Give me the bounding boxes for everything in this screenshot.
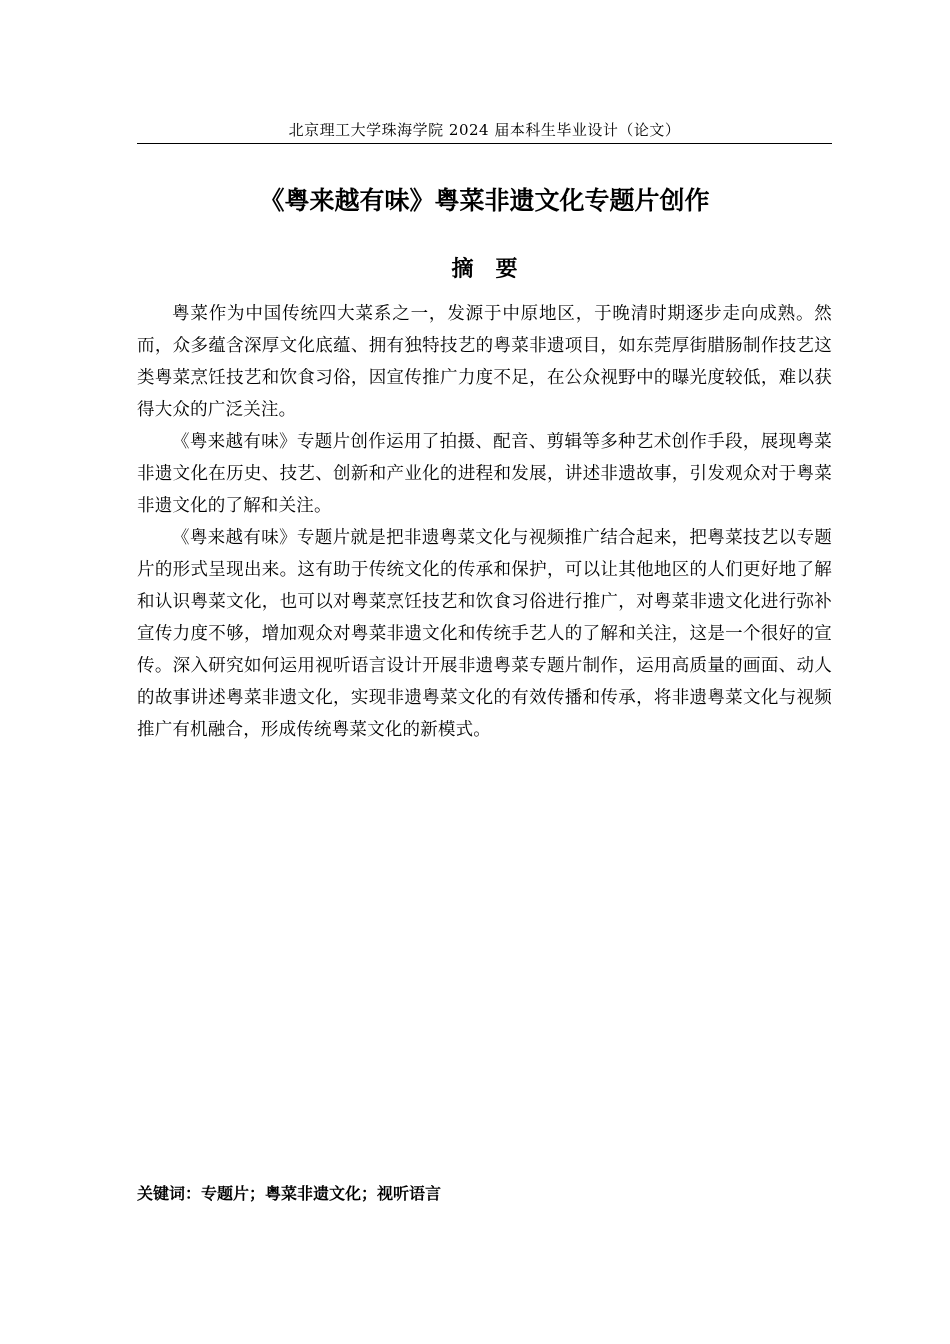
abstract-paragraph-3: 《粤来越有味》专题片就是把非遗粤菜文化与视频推广结合起来，把粤菜技艺以专题片的形式呈现出来。这有助于传统文化的传承和保护，可以让其他地区的人们更好地了解和认识粤菜文化，也可以对粤菜烹饪技艺和饮食习俗进行推广，对粤菜非遗文化进行弥补宣传力度不够，增加观众对粤菜非遗文化和传统手艺人的了解和关注，这是一个很好的宣传。深入研究如何运用视听语言设计开展非遗粤菜专题片制作，运用高质量的画面、动人的故事讲述粤菜非遗文化，实现非遗粤菜文化的有效传播和传承，将非遗粤菜文化与视频推广有机融合，形成传统粤菜文化的新模式。 [137, 528, 832, 740]
running-header: 北京理工大学珠海学院 2024 届本科生毕业设计（论文） [288, 121, 681, 139]
header-rule [137, 143, 832, 144]
abstract-paragraph-1: 粤菜作为中国传统四大菜系之一，发源于中原地区，于晚清时期逐步走向成熟。然而，众多蕴含深厚文化底蕴、拥有独特技艺的粤菜非遗项目，如东莞厚街腊肠制作技艺这类粤菜烹饪技艺和饮食习俗，因宣传推广力度不足，在公众视野中的曝光度较低，难以获得大众的广泛关注。 [137, 304, 832, 420]
abstract-body [137, 298, 832, 746]
paper-title: 《粤来越有味》粤菜非遗文化专题片创作 [259, 186, 710, 215]
keywords-line: 关键词：专题片；粤菜非遗文化；视听语言 [137, 1184, 442, 1203]
abstract-heading: 摘要 [451, 257, 540, 282]
abstract-paragraph-2: 《粤来越有味》专题片创作运用了拍摄、配音、剪辑等多种艺术创作手段，展现粤菜非遗文化在历史、技艺、创新和产业化的进程和发展，讲述非遗故事，引发观众对于粤菜非遗文化的了解和关注。 [137, 432, 832, 516]
